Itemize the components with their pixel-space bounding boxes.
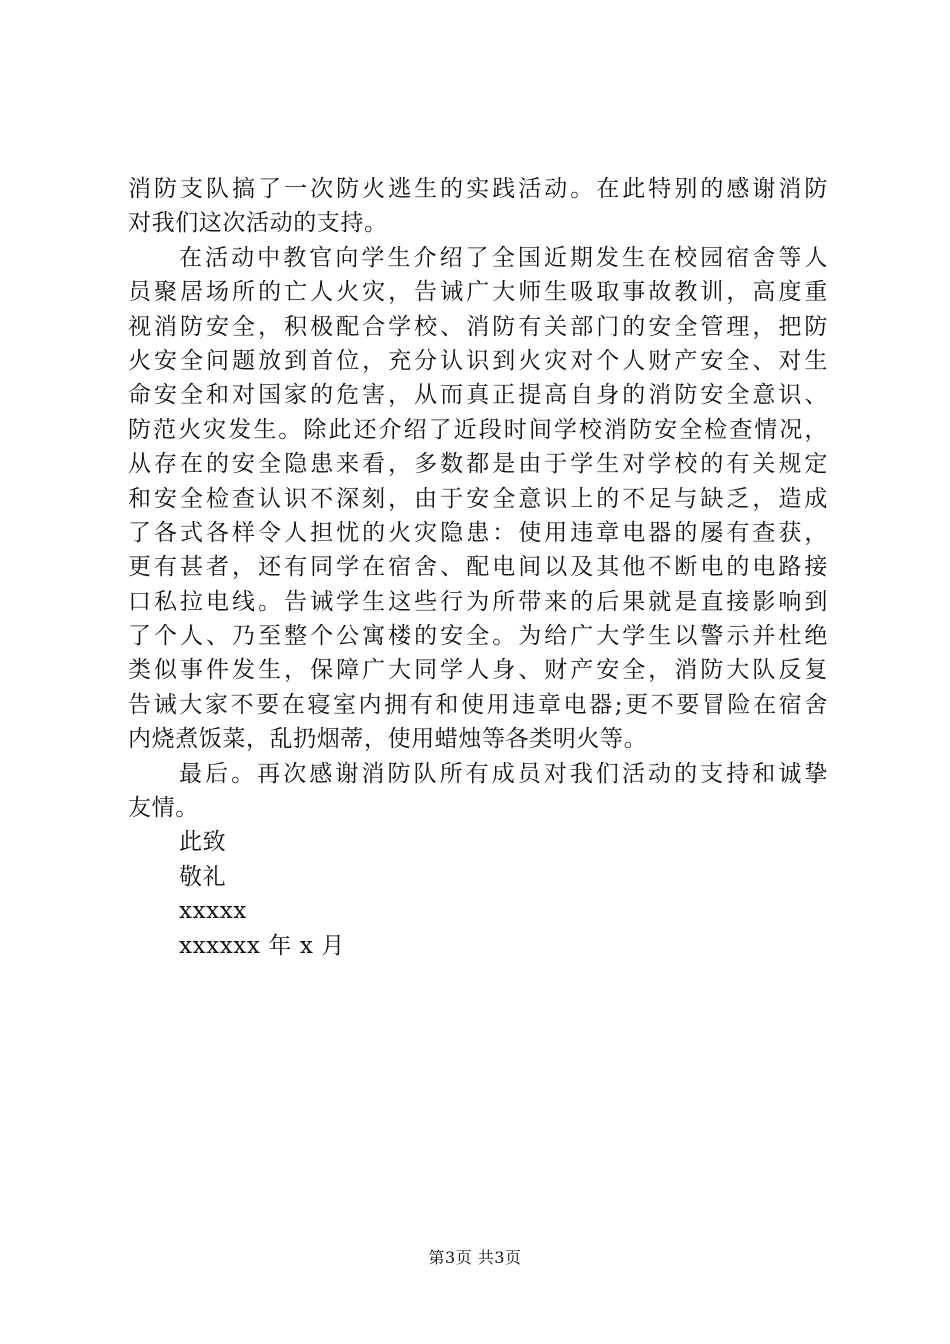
text-line: 更有甚者，还有同学在宿舍、配电间以及其他不断电的电路接	[128, 554, 828, 581]
page-number-footer: 第3页 共3页	[428, 1248, 522, 1267]
text-line: 友情。	[128, 795, 199, 822]
text-line: 对我们这次活动的支持。	[128, 210, 388, 237]
paragraph-start-line: 最后。再次感谢消防队所有成员对我们活动的支持和诚挚	[179, 760, 828, 787]
closing-salutation: 此致	[179, 829, 227, 856]
text-line: 口私拉电线。告诫学生这些行为所带来的后果就是直接影响到	[128, 588, 828, 615]
text-line: 命安全和对国家的危害，从而真正提高自身的消防安全意识、	[128, 382, 828, 409]
text-line: 防范火灾发生。除此还介绍了近段时间学校消防安全检查情况，	[128, 416, 828, 443]
text-line: 告诫大家不要在寝室内拥有和使用违章电器;更不要冒险在宿舍	[128, 691, 828, 718]
letter-body	[128, 172, 828, 963]
closing-regards: 敬礼	[179, 863, 227, 890]
text-line: 视消防安全，积极配合学校、消防有关部门的安全管理，把防	[128, 313, 828, 340]
text-line: 内烧煮饭菜，乱扔烟蒂，使用蜡烛等各类明火等。	[128, 726, 648, 753]
signature: xxxxx	[179, 898, 247, 925]
letter-date: xxxxxx 年 x 月	[179, 932, 345, 959]
text-line: 员聚居场所的亡人火灾，告诫广大师生吸取事故教训，高度重	[128, 279, 828, 306]
text-line: 了各式各样令人担忧的火灾隐患：使用违章电器的屡有查获，	[128, 519, 828, 546]
text-line: 火安全问题放到首位，充分认识到火灾对个人财产安全、对生	[128, 347, 828, 374]
text-line: 了个人、乃至整个公寓楼的安全。为给广大学生以警示并杜绝	[128, 623, 828, 650]
text-line: 从存在的安全隐患来看，多数都是由于学生对学校的有关规定	[128, 451, 828, 478]
text-line: 类似事件发生，保障广大同学人身、财产安全，消防大队反复	[128, 657, 828, 684]
text-line: 消防支队搞了一次防火逃生的实践活动。在此特别的感谢消防	[128, 176, 828, 202]
text-line: 和安全检查认识不深刻，由于安全意识上的不足与缺乏，造成	[128, 485, 828, 512]
paragraph-start-line: 在活动中教官向学生介绍了全国近期发生在校园宿舍等人	[179, 244, 828, 271]
